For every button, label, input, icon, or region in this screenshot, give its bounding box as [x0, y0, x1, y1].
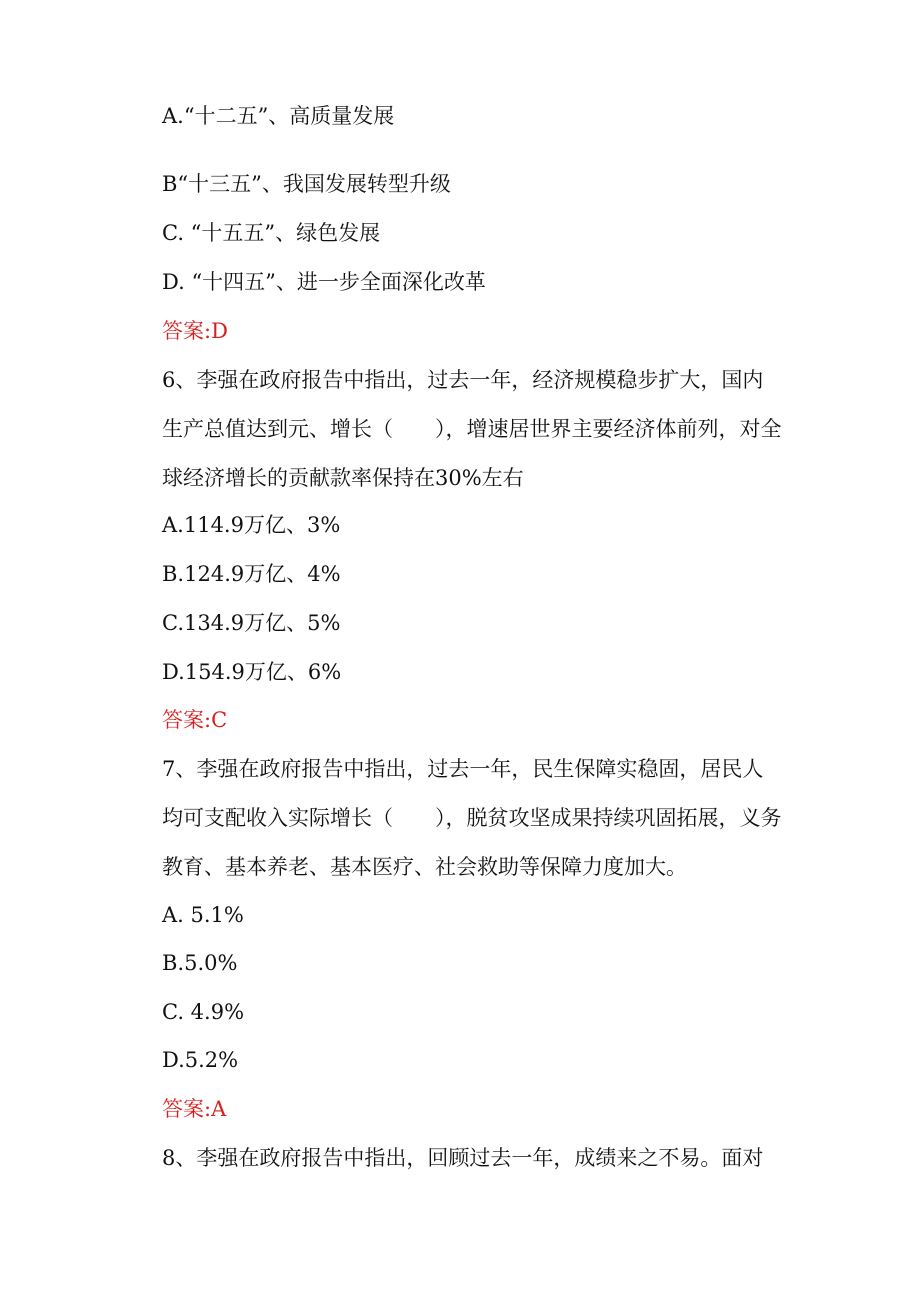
q8-stem-line-1: 8、李强在政府报告中指出，回顾过去一年，成绩来之不易。面对	[162, 1146, 764, 1170]
q6-option-b: B.124.9万亿、4%	[162, 562, 341, 586]
q7-stem	[162, 745, 792, 892]
q7-stem-line-1: 7、李强在政府报告中指出，过去一年，民生保障实稳固，居民人	[162, 757, 764, 781]
q6-option-d: D.154.9万亿、6%	[162, 660, 342, 684]
q6-answer: 答案:C	[162, 708, 228, 732]
q7-option-a: A. 5.1%	[162, 903, 244, 927]
q7-stem-line-3: 教育、基本养老、基本医疗、社会救助等保障力度加大。	[162, 855, 687, 879]
q6-stem-line-1: 6、李强在政府报告中指出，过去一年，经济规模稳步扩大，国内	[162, 368, 764, 392]
q7-answer: 答案:A	[162, 1097, 227, 1121]
q7-stem-line-2: 均可支配收入实际增长（ ），脱贫攻坚成果持续巩固拓展，义务	[162, 806, 782, 830]
q5-option-d: D. “十四五”、进一步全面深化改革	[162, 270, 486, 294]
q6-option-c: C.134.9万亿、5%	[162, 611, 341, 635]
q5-answer: 答案:D	[162, 319, 228, 343]
q5-option-a: A.“十二五”、高质量发展	[162, 104, 395, 128]
q6-stem	[162, 356, 792, 503]
q5-option-b: B“十三五”、我国发展转型升级	[162, 172, 451, 196]
q6-stem-line-2: 生产总值达到元、增长（ ），增速居世界主要经济体前列，对全	[162, 417, 782, 441]
q7-option-c: C. 4.9%	[162, 1000, 245, 1024]
q6-stem-line-3: 球经济增长的贡献款率保持在30%左右	[162, 466, 524, 490]
q7-option-d: D.5.2%	[162, 1048, 239, 1072]
q7-option-b: B.5.0%	[162, 951, 238, 975]
q5-option-c: C. “十五五”、绿色发展	[162, 221, 381, 245]
q6-option-a: A.114.9万亿、3%	[162, 513, 341, 537]
q8-stem	[162, 1134, 792, 1183]
